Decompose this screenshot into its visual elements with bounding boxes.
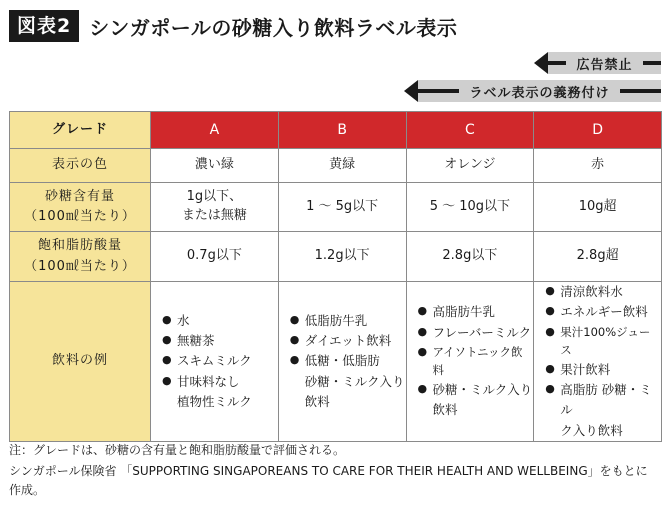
examples-a — [151, 282, 279, 442]
examples-b — [278, 282, 406, 442]
list-item-line: 砂糖・ミルク入り — [304, 373, 405, 389]
figure-title: シンガポールの砂糖入り飲料ラベル表示 — [89, 15, 458, 40]
list-item-line: 植物性ミルク — [177, 393, 252, 409]
examples-d — [534, 282, 662, 442]
fat-c: 2.8g以下 — [406, 232, 534, 282]
list-item — [418, 380, 534, 421]
list-item — [545, 380, 661, 441]
fat-row-label — [10, 232, 151, 282]
examples-row-label: 飲料の例 — [10, 282, 151, 442]
grade-header-label: グレード — [10, 112, 151, 149]
grade-d: D — [534, 112, 662, 149]
sugar-label-line1: 砂糖含有量 — [44, 188, 115, 204]
list-item: ● エネルギー飲料 — [545, 302, 661, 322]
list-item: ● 低脂肪牛乳 — [290, 311, 406, 331]
grade-b: B — [278, 112, 406, 149]
grade-a: A — [151, 112, 279, 149]
source-note: シンガポール保険省 「SUPPORTING SINGAPOREANS TO CARE FOR THEIR HEALTH AND WELLBEING」をもとに作成。 — [9, 464, 648, 497]
ad-ban-label: 広告禁止 — [566, 54, 642, 73]
list-item: ● 高脂肪牛乳 — [418, 302, 534, 322]
examples-d-list — [534, 282, 661, 441]
color-d: 赤 — [534, 149, 662, 183]
list-item: ● ダイエット飲料 — [290, 331, 406, 351]
examples-row — [10, 282, 662, 442]
fat-label-line2: （100㎖当たり） — [24, 258, 136, 274]
list-item: ● 清涼飲料水 — [545, 282, 661, 302]
sugar-label-line2: （100㎖当たり） — [24, 209, 136, 224]
sugar-row — [10, 183, 662, 232]
list-item: ● 果汁100%ジュース — [545, 323, 661, 360]
examples-c-list — [407, 302, 534, 420]
list-item-line: 甘味料なし — [177, 373, 240, 389]
fat-d: 2.8g超 — [534, 232, 662, 282]
grade-header-row — [10, 112, 662, 149]
list-item: ● 果汁飲料 — [545, 360, 661, 380]
sugar-c: 5 ～ 10g以下 — [406, 183, 534, 232]
examples-b-list — [279, 311, 406, 412]
color-c: オレンジ — [406, 149, 534, 183]
list-item: ● アイソトニック飲料 — [418, 343, 534, 380]
sugar-a-line2: または無糖 — [181, 208, 247, 223]
fat-row — [10, 232, 662, 282]
footnote: 注：グレードは、砂糖の含有量と飽和脂肪酸量で評価される。 — [9, 443, 346, 457]
fat-label-line1: 飽和脂肪酸量 — [37, 238, 122, 254]
list-item: ● 水 — [162, 311, 278, 331]
examples-c — [406, 282, 534, 442]
color-a: 濃い緑 — [151, 149, 279, 183]
sugar-row-label — [10, 183, 151, 232]
list-item-line: 飲料 — [304, 393, 330, 409]
sugar-b: 1 ～ 5g以下 — [278, 183, 406, 232]
sugar-a-line1: 1g以下、 — [186, 189, 243, 205]
figure-label: 図表2 — [9, 10, 79, 42]
fat-b: 1.2g以下 — [278, 232, 406, 282]
list-item: ● スキムミルク — [162, 351, 278, 371]
grade-table — [9, 111, 662, 442]
grade-c: C — [406, 112, 534, 149]
label-required-arrow — [418, 80, 661, 102]
list-item — [162, 372, 278, 413]
figure-header — [9, 10, 457, 42]
list-item-line: 飲料 — [432, 402, 458, 418]
list-item: ● 無糖茶 — [162, 331, 278, 351]
ad-ban-arrow — [548, 52, 661, 74]
color-row — [10, 149, 662, 183]
list-item-line: 低糖・低脂肪 — [304, 353, 380, 369]
examples-a-list — [151, 311, 278, 412]
sugar-d: 10g超 — [534, 183, 662, 232]
list-item: ● フレーバーミルク — [418, 323, 534, 343]
list-item-line: 砂糖・ミルク入り — [432, 382, 533, 397]
list-item-line: ク入り飲料 — [560, 422, 623, 438]
color-b: 黄緑 — [278, 149, 406, 183]
list-item-line: 高脂肪 砂糖・ミル — [560, 382, 652, 418]
fat-a: 0.7g以下 — [151, 232, 279, 282]
label-required-label: ラベル表示の義務付け — [459, 82, 619, 101]
color-row-label: 表示の色 — [10, 149, 151, 183]
sugar-a — [151, 183, 279, 232]
list-item — [290, 351, 406, 412]
